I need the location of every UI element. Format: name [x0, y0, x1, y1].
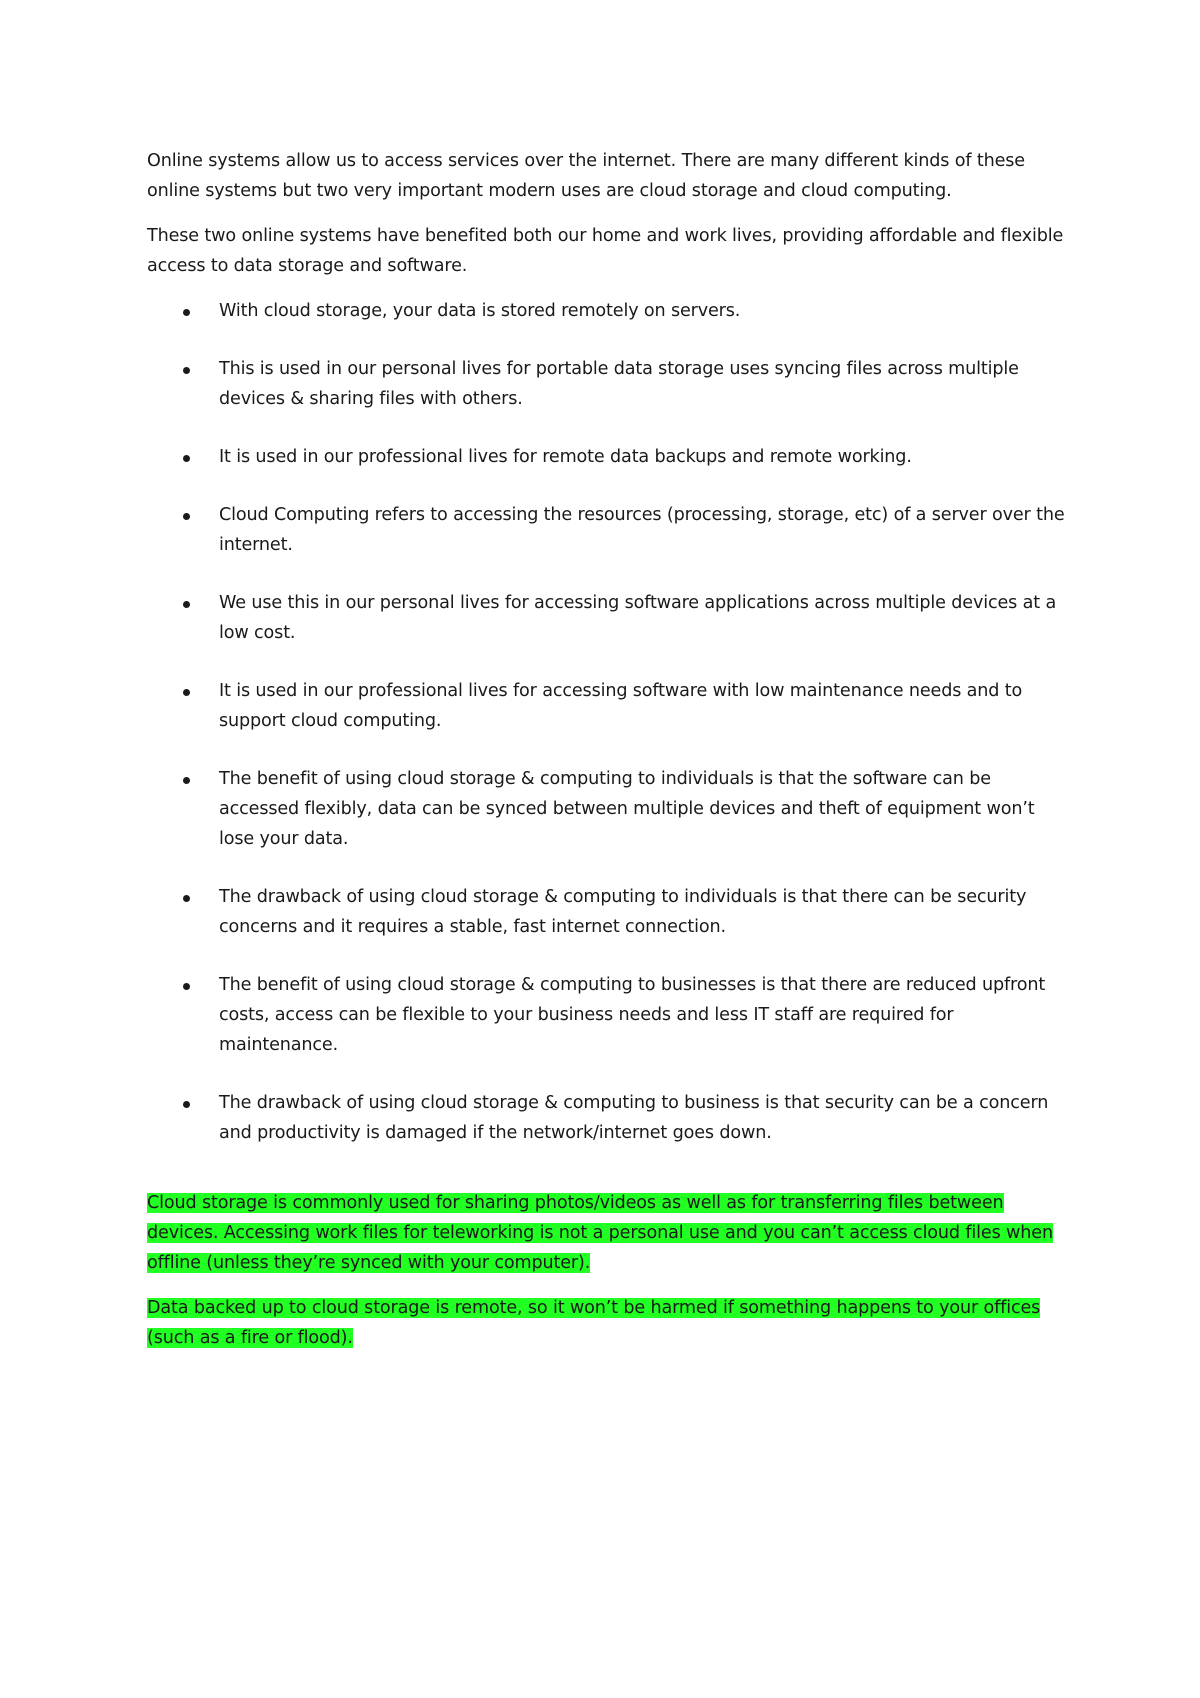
bullet-list — [147, 296, 1067, 1148]
list-item-text: The benefit of using cloud storage & computing to businesses is that there are reduced upfront costs, access can be flexible to your business needs and less IT staff are required for maintenance. — [219, 975, 1046, 1055]
list-item — [147, 970, 1067, 1060]
intro-paragraph-2: These two online systems have benefited both our home and work lives, providing affordable and flexible access to data storage and software. — [147, 226, 1064, 276]
list-item — [147, 500, 1067, 560]
bullet-icon — [183, 777, 190, 784]
bullet-icon — [183, 455, 190, 462]
highlighted-paragraph-1 — [147, 1188, 1067, 1278]
list-item-text: With cloud storage, your data is stored remotely on servers. — [219, 301, 741, 321]
bullet-icon — [183, 895, 190, 902]
list-item — [147, 588, 1067, 648]
highlighted-text: Cloud storage is commonly used for sharing photos/videos as well as for transferring files between devices. Accessing work files for teleworking is not a personal use and you can’t access cloud files when offline (unless they’re synced with your computer). — [147, 1193, 1053, 1273]
bullet-icon — [183, 983, 190, 990]
list-item-text: The drawback of using cloud storage & computing to business is that security can be a concern and productivity is damaged if the network/internet goes down. — [219, 1093, 1049, 1143]
bullet-icon — [183, 1101, 190, 1108]
list-item — [147, 1088, 1067, 1148]
list-item — [147, 882, 1067, 942]
list-item — [147, 676, 1067, 736]
document-body — [147, 146, 1067, 1368]
list-item — [147, 354, 1067, 414]
list-item-text: Cloud Computing refers to accessing the resources (processing, storage, etc) of a server over the internet. — [219, 505, 1065, 555]
list-item-text: The drawback of using cloud storage & computing to individuals is that there can be security concerns and it requires a stable, fast internet connection. — [219, 887, 1027, 937]
list-item — [147, 296, 1067, 326]
list-item — [147, 764, 1067, 854]
bullet-icon — [183, 601, 190, 608]
bullet-icon — [183, 513, 190, 520]
list-item-text: The benefit of using cloud storage & computing to individuals is that the software can be accessed flexibly, data can be synced between multiple devices and theft of equipment won’t lose your data. — [219, 769, 1035, 849]
list-item-text: It is used in our professional lives for remote data backups and remote working. — [219, 447, 912, 467]
list-item-text: We use this in our personal lives for accessing software applications across multiple devices at a low cost. — [219, 593, 1057, 643]
highlighted-paragraph-2 — [147, 1293, 1067, 1353]
list-item-text: It is used in our professional lives for accessing software with low maintenance needs and to support cloud computing. — [219, 681, 1023, 731]
intro-paragraph-1: Online systems allow us to access services over the internet. There are many different kinds of these online systems but two very important modern uses are cloud storage and cloud computing. — [147, 151, 1025, 201]
highlighted-text: Data backed up to cloud storage is remote, so it won’t be harmed if something happens to your offices (such as a fire or flood). — [147, 1298, 1041, 1348]
list-item — [147, 442, 1067, 472]
bullet-icon — [183, 689, 190, 696]
bullet-icon — [183, 309, 190, 316]
bullet-icon — [183, 367, 190, 374]
list-item-text: This is used in our personal lives for portable data storage uses syncing files across multiple devices & sharing files with others. — [219, 359, 1019, 409]
